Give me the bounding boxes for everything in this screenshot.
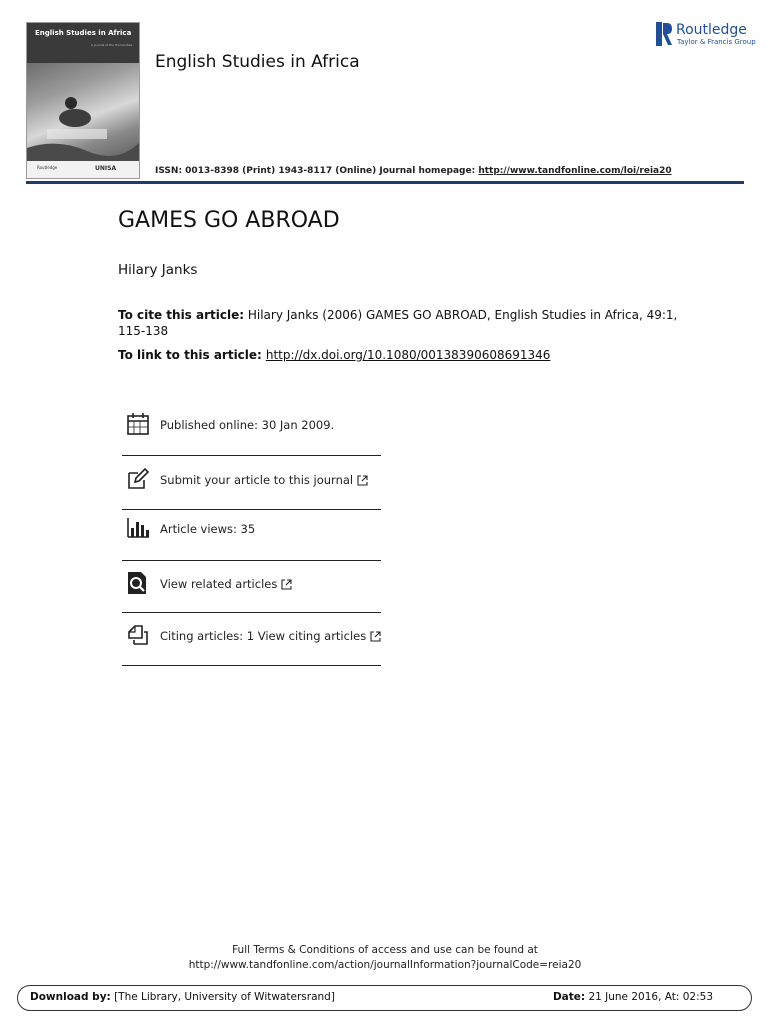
cover-photo (27, 63, 139, 161)
external-link-icon (281, 579, 292, 590)
citing-articles-link[interactable] (160, 629, 381, 643)
info-divider (122, 560, 381, 561)
submit-article-label: Submit your article to this journal (160, 473, 354, 487)
published-online-label: Published online: 30 Jan 2009. (160, 418, 335, 432)
external-link-icon (370, 631, 381, 642)
article-title: GAMES GO ABROAD (118, 208, 340, 233)
article-author: Hilary Janks (118, 262, 198, 278)
edit-icon (126, 467, 150, 491)
citing-articles-icon (126, 623, 150, 647)
info-divider (122, 455, 381, 456)
related-articles-link[interactable] (160, 577, 292, 591)
article-link-label: To link to this article: (118, 348, 262, 362)
download-by-label: Download by: (30, 991, 111, 1003)
external-link-icon (357, 475, 368, 486)
cover-title: English Studies in Africa (35, 29, 132, 37)
citation (118, 307, 678, 339)
download-info-bar (17, 985, 752, 1011)
header-divider (26, 181, 744, 184)
download-date-value: 21 June 2016, At: 02:53 (585, 991, 713, 1003)
cover-subtitle: A Journal of the Humanities (91, 43, 133, 47)
issn-line (155, 166, 672, 176)
terms-text: Full Terms & Conditions of access and use can be found at (232, 944, 538, 956)
submit-article-link[interactable] (160, 473, 368, 487)
journal-title: English Studies in Africa (155, 52, 360, 72)
download-by-value: [The Library, University of Witwatersrand] (110, 991, 335, 1003)
journal-homepage-link[interactable]: http://www.tandfonline.com/loi/reia20 (478, 166, 672, 176)
cover-publisher: Routledge (37, 165, 58, 170)
citation-text: Hilary Janks (2006) GAMES GO ABROAD, English Studies in Africa, 49:1, 115-138 (118, 308, 678, 338)
article-views-label: Article views: 35 (160, 522, 256, 536)
publisher-group: Taylor & Francis Group (677, 38, 756, 46)
cover-partner-logo: UNISA (95, 165, 117, 172)
citing-articles-label: Citing articles: 1 View citing articles (160, 629, 367, 643)
bar-chart-icon (126, 516, 150, 540)
download-date (553, 991, 713, 1003)
issn-text: ISSN: 0013-8398 (Print) 1943-8117 (Online) Journal homepage: (155, 166, 479, 176)
article-link-line (118, 348, 550, 362)
cover-photo-figure (27, 63, 139, 161)
info-divider (122, 665, 381, 666)
info-divider (122, 612, 381, 613)
calendar-icon (126, 412, 150, 436)
download-by (30, 991, 335, 1003)
publisher-name: Routledge (676, 22, 747, 38)
terms-link[interactable]: http://www.tandfonline.com/action/journalInformation?journalCode=reia20 (188, 959, 582, 971)
info-divider (122, 509, 381, 510)
journal-cover-image (26, 22, 140, 179)
doi-link[interactable]: http://dx.doi.org/10.1080/00138390608691346 (265, 348, 551, 362)
search-document-icon (126, 571, 150, 595)
related-articles-label: View related articles (160, 577, 278, 591)
routledge-logo-icon (656, 22, 672, 46)
citation-label: To cite this article: (118, 308, 245, 322)
download-date-label: Date: (552, 991, 586, 1003)
